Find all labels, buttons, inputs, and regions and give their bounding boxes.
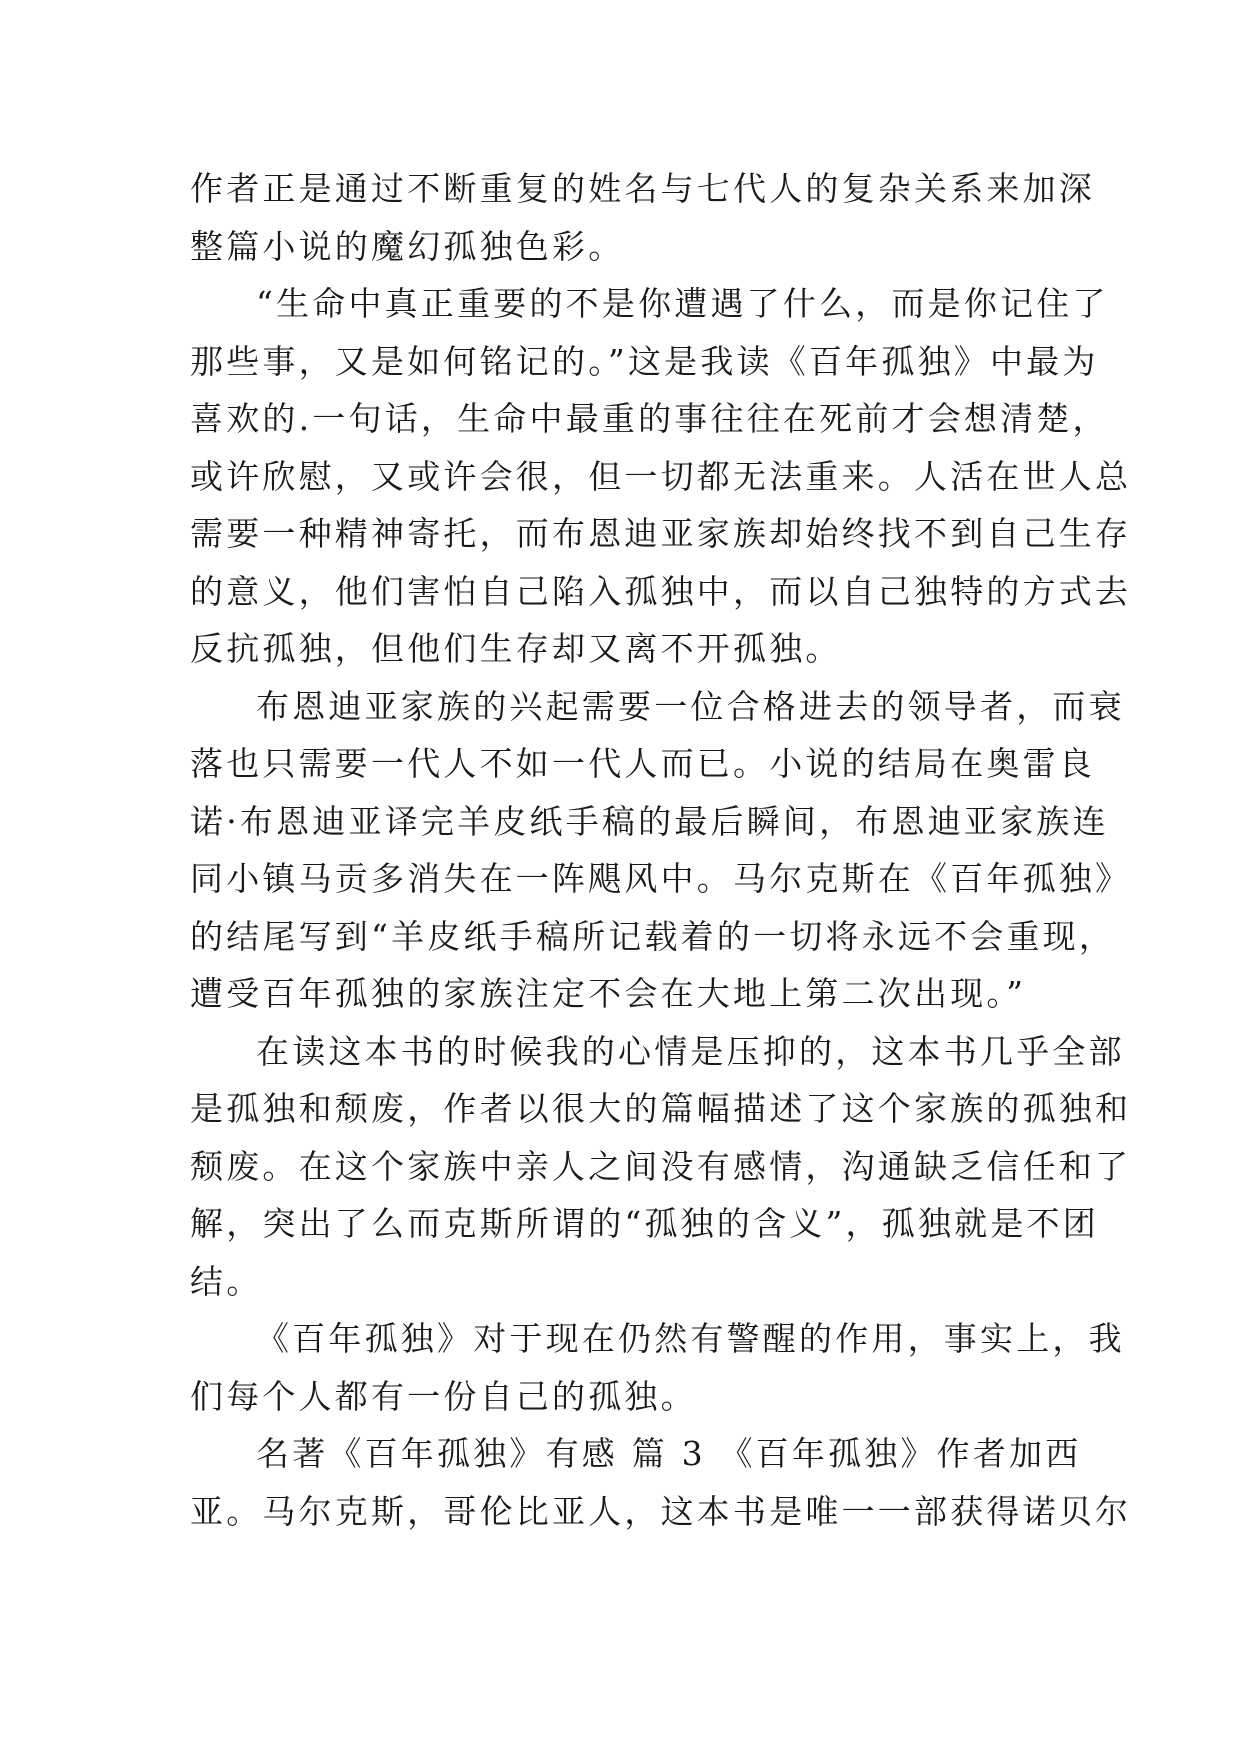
text-line: 在读这本书的时候我的心情是压抑的，这本书几乎全部 bbox=[256, 1031, 1125, 1071]
text-line: 颓废。在这个家族中亲人之间没有感情，沟通缺乏信任和了 bbox=[190, 1146, 1132, 1186]
text-line: 布恩迪亚家族的兴起需要一位合格进去的领导者，而衰 bbox=[256, 686, 1125, 726]
text-line: 作者正是通过不断重复的姓名与七代人的复杂关系来加深 bbox=[190, 169, 1095, 208]
text-line: 那些事，又是如何铭记的。”这是我读《百年孤独》中最为 bbox=[190, 341, 1099, 381]
text-line: 名著《百年孤独》有感 篇 3 《百年孤独》作者加西 bbox=[256, 1434, 1082, 1473]
text-line: 诺·布恩迪亚译完羊皮纸手稿的最后瞬间，布恩迪亚家族连 bbox=[190, 801, 1109, 841]
text-line: 或许欣慰，又或许会很，但一切都无法重来。人活在世人总 bbox=[190, 456, 1132, 496]
text-line: 解，突出了么而克斯所谓的“孤独的含义”，孤独就是不团 bbox=[190, 1204, 1099, 1243]
text-line: 的结尾写到“羊皮纸手稿所记载着的一切将永远不会重现， bbox=[190, 916, 1116, 956]
text-line: 是孤独和颓废，作者以很大的篇幅描述了这个家族的孤独和 bbox=[190, 1089, 1132, 1128]
body-text bbox=[190, 160, 1132, 1540]
text-line: “生命中真正重要的不是你遭遇了什么，而是你记住了 bbox=[256, 284, 1109, 323]
text-line: 落也只需要一代人不如一代人而已。小说的结局在奥雷良 bbox=[190, 744, 1095, 783]
text-line: 结。 bbox=[190, 1261, 263, 1301]
text-line: 的意义，他们害怕自己陷入孤独中，而以自己独特的方式去 bbox=[190, 571, 1132, 611]
text-line: 需要一种精神寄托，而布恩迪亚家族却始终找不到自己生存 bbox=[190, 514, 1132, 553]
text-line: 同小镇马贡多消失在一阵飓风中。马尔克斯在《百年孤独》 bbox=[190, 859, 1132, 898]
text-line: 《百年孤独》对于现在仍然有警醒的作用，事实上，我 bbox=[256, 1319, 1125, 1358]
text-line: 喜欢的.一句话，生命中最重的事往往在死前才会想清楚， bbox=[190, 399, 1109, 438]
text-line: 遭受百年孤独的家族注定不会在大地上第二次出现。” bbox=[190, 974, 1027, 1013]
text-line: 们每个人都有一份自己的孤独。 bbox=[190, 1376, 697, 1416]
text-line: 整篇小说的魔幻孤独色彩。 bbox=[190, 226, 625, 266]
text-line: 亚。马尔克斯，哥伦比亚人，这本书是唯一一部获得诺贝尔 bbox=[190, 1491, 1132, 1531]
text-line: 反抗孤独，但他们生存却又离不开孤独。 bbox=[190, 629, 842, 668]
